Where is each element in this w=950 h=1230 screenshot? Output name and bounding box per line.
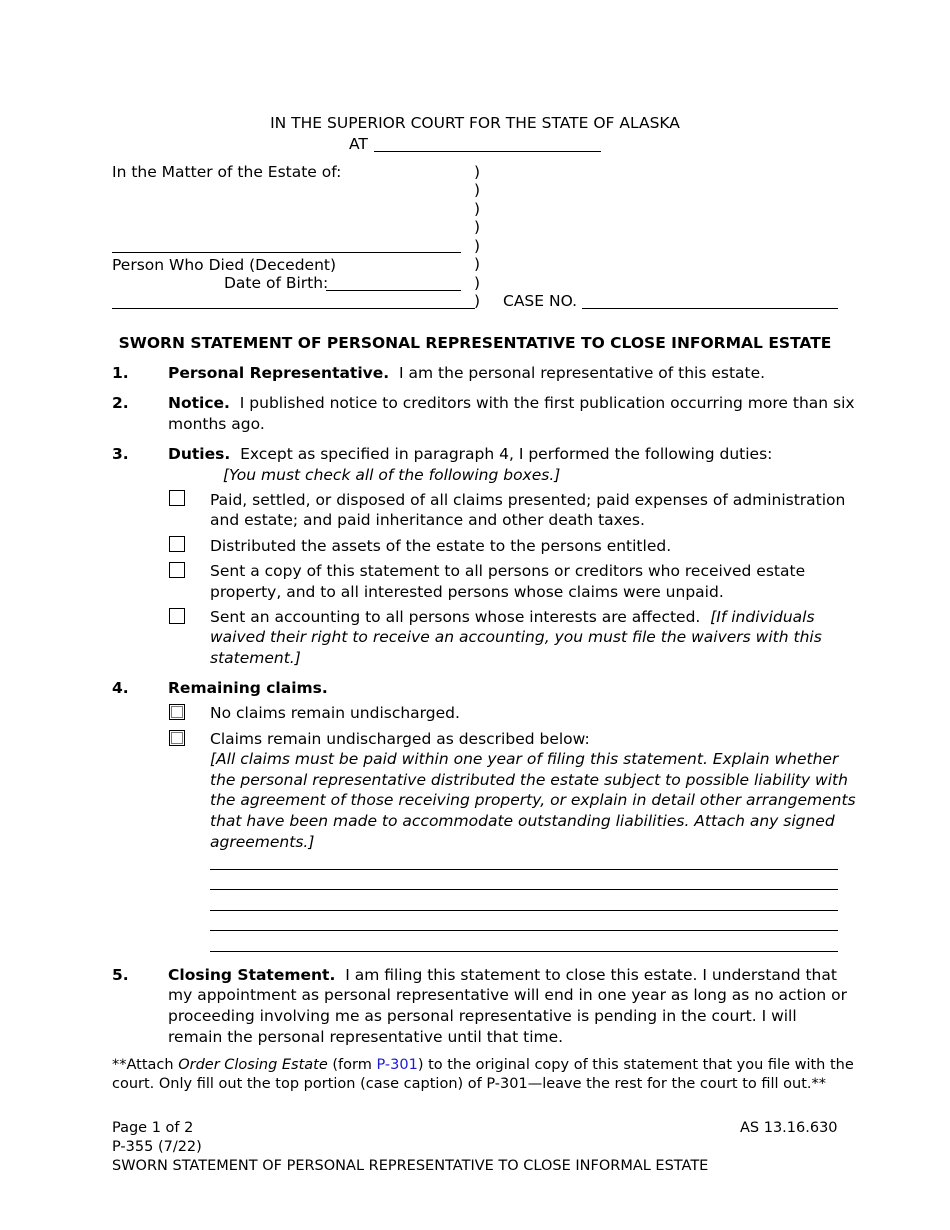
duty-text-row bbox=[210, 607, 815, 627]
section-5-text bbox=[168, 965, 837, 985]
duty-text: Distributed the assets of the estate to the persons entitled. bbox=[210, 537, 672, 555]
section-body: remain the personal representative until that time. bbox=[168, 1028, 564, 1046]
form-title-footer: SWORN STATEMENT OF PERSONAL REPRESENTATIVE TO CLOSE INFORMAL ESTATE bbox=[112, 1158, 709, 1174]
caption-paren: ) bbox=[474, 218, 481, 236]
section-body: I published notice to creditors with the first publication occurring more than six bbox=[239, 394, 855, 412]
section-heading: Personal Representative. bbox=[168, 364, 390, 382]
claims-description-line[interactable] bbox=[210, 951, 838, 952]
instruction-text: [You must check all of the following boxes.] bbox=[223, 466, 561, 484]
claims-option-text: Claims remain undischarged as described below: bbox=[210, 730, 590, 748]
claims-description-line[interactable] bbox=[210, 910, 838, 911]
form-p301-link[interactable]: P-301 bbox=[376, 1057, 418, 1073]
section-1-text bbox=[168, 363, 765, 383]
caption-paren: ) bbox=[474, 255, 481, 273]
claims-description-line[interactable] bbox=[210, 930, 838, 931]
caption-bottom-line bbox=[112, 308, 475, 309]
section-number: 1. bbox=[112, 364, 129, 382]
order-title: Order Closing Estate bbox=[178, 1057, 328, 1073]
decedent-name-field[interactable] bbox=[112, 252, 461, 253]
duty-text: Paid, settled, or disposed of all claims presented; paid expenses of administration bbox=[210, 491, 846, 509]
section-heading: Remaining claims. bbox=[168, 679, 328, 697]
duty-text: and estate; and paid inheritance and other death taxes. bbox=[210, 511, 645, 529]
instruction-text: [If individuals bbox=[710, 608, 815, 626]
section-body: my appointment as personal representative will end in one year as long as no action or bbox=[168, 986, 847, 1004]
decedent-label: Person Who Died (Decedent) bbox=[112, 256, 337, 274]
instruction-text: agreements.] bbox=[210, 833, 315, 851]
section-heading: Notice. bbox=[168, 394, 230, 412]
instruction-text: statement.] bbox=[210, 649, 301, 667]
attach-note-text: (form bbox=[327, 1057, 377, 1073]
section-body: proceeding involving me as personal representative is pending in the court. I will bbox=[168, 1007, 797, 1025]
attach-note-text: ) to the original copy of this statement that you file with the bbox=[417, 1057, 854, 1073]
page-number: Page 1 of 2 bbox=[112, 1120, 194, 1136]
section-2-text bbox=[168, 393, 855, 413]
dob-label: Date of Birth: bbox=[224, 274, 329, 292]
caption-paren: ) bbox=[474, 200, 481, 218]
duty-text: Sent a copy of this statement to all persons or creditors who received estate bbox=[210, 562, 806, 580]
statute-citation: AS 13.16.630 bbox=[740, 1120, 838, 1136]
duty-text: property, and to all interested persons whose claims were unpaid. bbox=[210, 583, 724, 601]
at-location-field[interactable] bbox=[374, 151, 601, 152]
attach-note-text: **Attach bbox=[112, 1057, 179, 1073]
caption-paren: ) bbox=[474, 292, 481, 310]
caption-paren: ) bbox=[474, 163, 481, 181]
caption-paren: ) bbox=[474, 181, 481, 199]
case-no-field[interactable] bbox=[582, 308, 838, 309]
instruction-text: the agreement of those receiving property, or explain in detail other arrangements bbox=[210, 791, 856, 809]
claims-description-line[interactable] bbox=[210, 889, 838, 890]
section-number: 3. bbox=[112, 445, 129, 463]
matter-label: In the Matter of the Estate of: bbox=[112, 163, 342, 181]
instruction-text: waived their right to receive an accounting, you must file the waivers with this bbox=[210, 628, 822, 646]
court-heading: IN THE SUPERIOR COURT FOR THE STATE OF ALASKA bbox=[270, 114, 680, 132]
document-title: SWORN STATEMENT OF PERSONAL REPRESENTATIVE TO CLOSE INFORMAL ESTATE bbox=[118, 334, 832, 352]
claims-description-line[interactable] bbox=[210, 869, 838, 870]
dob-field[interactable] bbox=[326, 290, 461, 291]
attach-note-text: court. Only fill out the top portion (case caption) of P-301—leave the rest for the court to fill out.** bbox=[112, 1076, 827, 1092]
section-body: I am filing this statement to close this estate. I understand that bbox=[345, 966, 837, 984]
claims-remain-checkbox[interactable] bbox=[169, 730, 185, 746]
instruction-text: the personal representative distributed the estate subject to possible liability with bbox=[210, 771, 848, 789]
attach-note bbox=[112, 1056, 854, 1075]
form-id: P-355 (7/22) bbox=[112, 1139, 202, 1155]
section-number: 5. bbox=[112, 966, 129, 984]
instruction-text: [All claims must be paid within one year of filing this statement. Explain whether bbox=[210, 750, 839, 768]
section-body: I am the personal representative of this estate. bbox=[399, 364, 766, 382]
duty-text: Sent an accounting to all persons whose interests are affected. bbox=[210, 608, 701, 626]
section-number: 2. bbox=[112, 394, 129, 412]
section-3-text bbox=[168, 444, 772, 464]
instruction-text: that have been made to accommodate outstanding liabilities. Attach any signed bbox=[210, 812, 835, 830]
duty-checkbox[interactable] bbox=[169, 536, 185, 552]
section-body: months ago. bbox=[168, 415, 265, 433]
section-heading: Closing Statement. bbox=[168, 966, 336, 984]
section-heading: Duties. bbox=[168, 445, 231, 463]
case-no-label: CASE NO. bbox=[503, 292, 578, 310]
duty-checkbox[interactable] bbox=[169, 490, 185, 506]
duty-checkbox[interactable] bbox=[169, 608, 185, 624]
section-number: 4. bbox=[112, 679, 129, 697]
at-label: AT bbox=[349, 135, 368, 153]
claims-option-text: No claims remain undischarged. bbox=[210, 704, 460, 722]
section-body: Except as specified in paragraph 4, I performed the following duties: bbox=[240, 445, 773, 463]
caption-paren: ) bbox=[474, 237, 481, 255]
duty-checkbox[interactable] bbox=[169, 562, 185, 578]
no-claims-checkbox[interactable] bbox=[169, 704, 185, 720]
caption-paren: ) bbox=[474, 274, 481, 292]
